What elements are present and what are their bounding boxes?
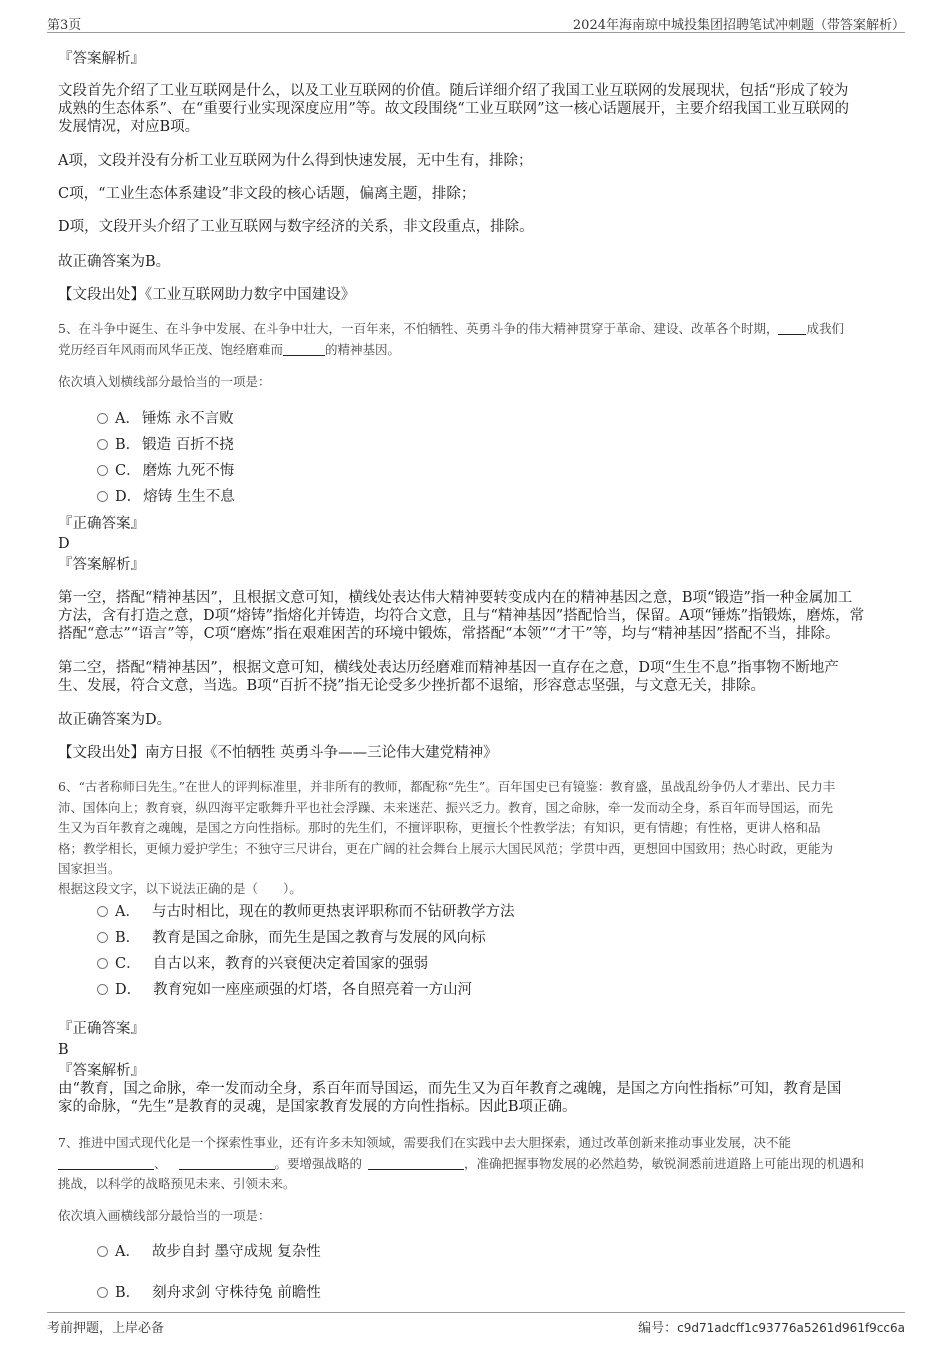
- q5-stem: 5、在斗争中诞生、在斗争中发展、在斗争中壮大，一百年来，不怕牺牲、英勇斗争的伟大精神贯穿于革命、建设、改革各个时期， 成我们 党历经百年风雨而风华正茂、饱经磨难而 的精神基因。: [58, 321, 844, 357]
- q6-option-d[interactable]: D． 教育宛如一座座顽强的灯塔，各自照亮着一方山河: [97, 981, 472, 999]
- fill-blank: [368, 1156, 464, 1170]
- footer-slogan: 考前押题，上岸必备: [47, 1321, 165, 1336]
- fill-blank: [778, 321, 806, 335]
- q7-stem: 7、推进中国式现代化是一个探索性事业，还有许多未知领域，需要我们在实践中去大胆探索，通过改革创新来推动事业发展，决不能 、 。要增强战略的 ，准确把握事物发展的必然趋势，敏锐洞悉前进道路上可能出现的机遇和 挑战，以科学的战略预见未来、引领未来。: [58, 1135, 865, 1191]
- radio-icon[interactable]: [97, 413, 108, 424]
- q4-option-a-note: A项，文段并没有分析工业互联网为什么得到快速发展，无中生有，排除；: [58, 153, 533, 169]
- radio-icon[interactable]: [97, 465, 108, 476]
- q5-option-b[interactable]: B． 锻造 百折不挠: [97, 436, 234, 454]
- page-number: 第3页: [47, 18, 82, 33]
- radio-icon[interactable]: [97, 932, 108, 943]
- q6-option-a[interactable]: A． 与古时相比，现在的教师更热衷评职称而不钻研教学方法: [97, 903, 514, 921]
- q5-conclusion: 故正确答案为D。: [58, 712, 172, 728]
- q4-source: 【文段出处】《工业互联网助力数字中国建设》: [58, 287, 356, 303]
- q7-option-b[interactable]: B． 刻舟求剑 守株待兔 前瞻性: [97, 1284, 321, 1302]
- radio-icon[interactable]: [97, 439, 108, 450]
- q5-answer: D: [58, 536, 70, 552]
- q6-answer: B: [58, 1042, 69, 1058]
- q5-analysis-tag: 『答案解析』: [58, 557, 145, 573]
- radio-icon[interactable]: [97, 958, 108, 969]
- fill-blank: [283, 342, 325, 356]
- q6-option-c[interactable]: C． 自古以来，教育的兴衰便决定着国家的强弱: [97, 955, 428, 973]
- q5-option-d[interactable]: D． 熔铸 生生不息: [97, 488, 235, 506]
- q5-prompt: 依次填入划横线部分最恰当的一项是：: [58, 374, 271, 389]
- q6-prompt: 根据这段文字，以下说法正确的是（ ）。: [58, 881, 302, 896]
- q6-option-b[interactable]: B． 教育是国之命脉，而先生是国之教育与发展的风向标: [97, 929, 486, 947]
- q5-option-c[interactable]: C． 磨炼 九死不悔: [97, 462, 234, 480]
- q6-analysis: 由“教育，国之命脉，牵一发而动全身，系百年而导国运，而先生又为百年教育之魂魄，是国之方向性指标”可知，教育是国 家的命脉，“先生”是教育的灵魂，是国家教育发展的方向性指标。因此B项正确。: [58, 1081, 842, 1115]
- q4-analysis-line: 发展情况，对应B项。: [58, 119, 200, 135]
- radio-icon[interactable]: [97, 1287, 108, 1298]
- q7-prompt: 依次填入画横线部分最恰当的一项是：: [58, 1208, 271, 1223]
- q4-analysis-line: 文段首先介绍了工业互联网是什么，以及工业互联网的价值。随后详细介绍了我国工业互联网的发展现状，包括“形成了较为: [58, 83, 849, 99]
- q5-option-a[interactable]: A． 锤炼 永不言败: [97, 410, 234, 428]
- radio-icon[interactable]: [97, 1246, 108, 1257]
- q6-analysis-tag: 『答案解析』: [58, 1063, 145, 1079]
- q4-analysis-line: 成熟的生态体系”、在“重要行业实现深度应用”等。故文段围绕“工业互联网”这一核心话题展开，主要介绍我国工业互联网的: [58, 101, 850, 117]
- q5-answer-tag: 『正确答案』: [58, 516, 145, 532]
- fill-blank: [58, 1156, 154, 1170]
- radio-icon[interactable]: [97, 906, 108, 917]
- q6-stem: 6、“古者称师曰先生。”在世人的评判标准里，并非所有的教师，都配称“先生”。百年国史已有镜鉴：教育盛，虽战乱纷争仍人才辈出、民力丰 沛、国体向上；教育衰，纵四海平定歌舞升平也社会浮躁、未来迷茫、振兴乏力。教育，国之命脉，牵一发而动全身，系百年而导国运，而先 生又为百年教育之魂魄，是国之方向性指标。那时的先生们，不擅评职称，更擅长个性教学法；有知识，更有情趣；有性格，更讲人格和品 格；教学相长，更倾力爱护学生；不独守三尺讲台，更在广阔的社会舞台上展示大国民风范；学贯中西，更想回中国致用；热心时政，更能为 国家担当。: [58, 779, 836, 876]
- analysis-tag: 『答案解析』: [58, 51, 145, 67]
- q5-source: 【文段出处】南方日报《不怕牺牲 英勇斗争——三论伟大建党精神》: [58, 745, 498, 761]
- q4-conclusion: 故正确答案为B。: [58, 254, 171, 270]
- page-footer: [47, 1312, 905, 1335]
- q5-analysis-1: 第一空，搭配“精神基因”，且根据文意可知，横线处表达伟大精神要转变成内在的精神基因之意，B项“锻造”指一种金属加工 方法，含有打造之意，D项“熔铸”指熔化并铸造，均符合文意，且与“精神基因”搭配恰当，保留。A项“锤炼”指锻炼，磨炼，常 搭配“意志”“语言”等，C项“磨炼”指在艰难困苦的环境中锻炼，常搭配“本领”“才干”等，均与“精神基因”搭配不当，排除。: [58, 590, 865, 642]
- q4-option-c-note: C项，“工业生态体系建设”非文段的核心话题，偏离主题，排除；: [58, 186, 476, 202]
- q6-answer-tag: 『正确答案』: [58, 1021, 145, 1037]
- page-header: [47, 12, 905, 33]
- radio-icon[interactable]: [97, 984, 108, 995]
- q4-option-d-note: D项，文段开头介绍了工业互联网与数字经济的关系，非文段重点，排除。: [58, 219, 534, 235]
- document-title: 2024年海南琼中城投集团招聘笔试冲刺题（带答案解析）: [572, 18, 905, 33]
- q4-analysis: [58, 82, 898, 136]
- radio-icon[interactable]: [97, 491, 108, 502]
- q5-analysis-2: 第二空，搭配“精神基因”，根据文意可知，横线处表达历经磨难而精神基因一直存在之意，D项“生生不息”指事物不断地产 生、发展，符合文意，当选。B项“百折不挠”指无论受多少挫折都不退缩，形容意志坚强，与文意无关，排除。: [58, 660, 839, 694]
- fill-blank: [179, 1156, 275, 1170]
- footer-code: 编号：c9d71adcff1c93776a5261d961f9cc6a: [638, 1321, 905, 1336]
- q7-option-a[interactable]: A． 故步自封 墨守成规 复杂性: [97, 1243, 321, 1261]
